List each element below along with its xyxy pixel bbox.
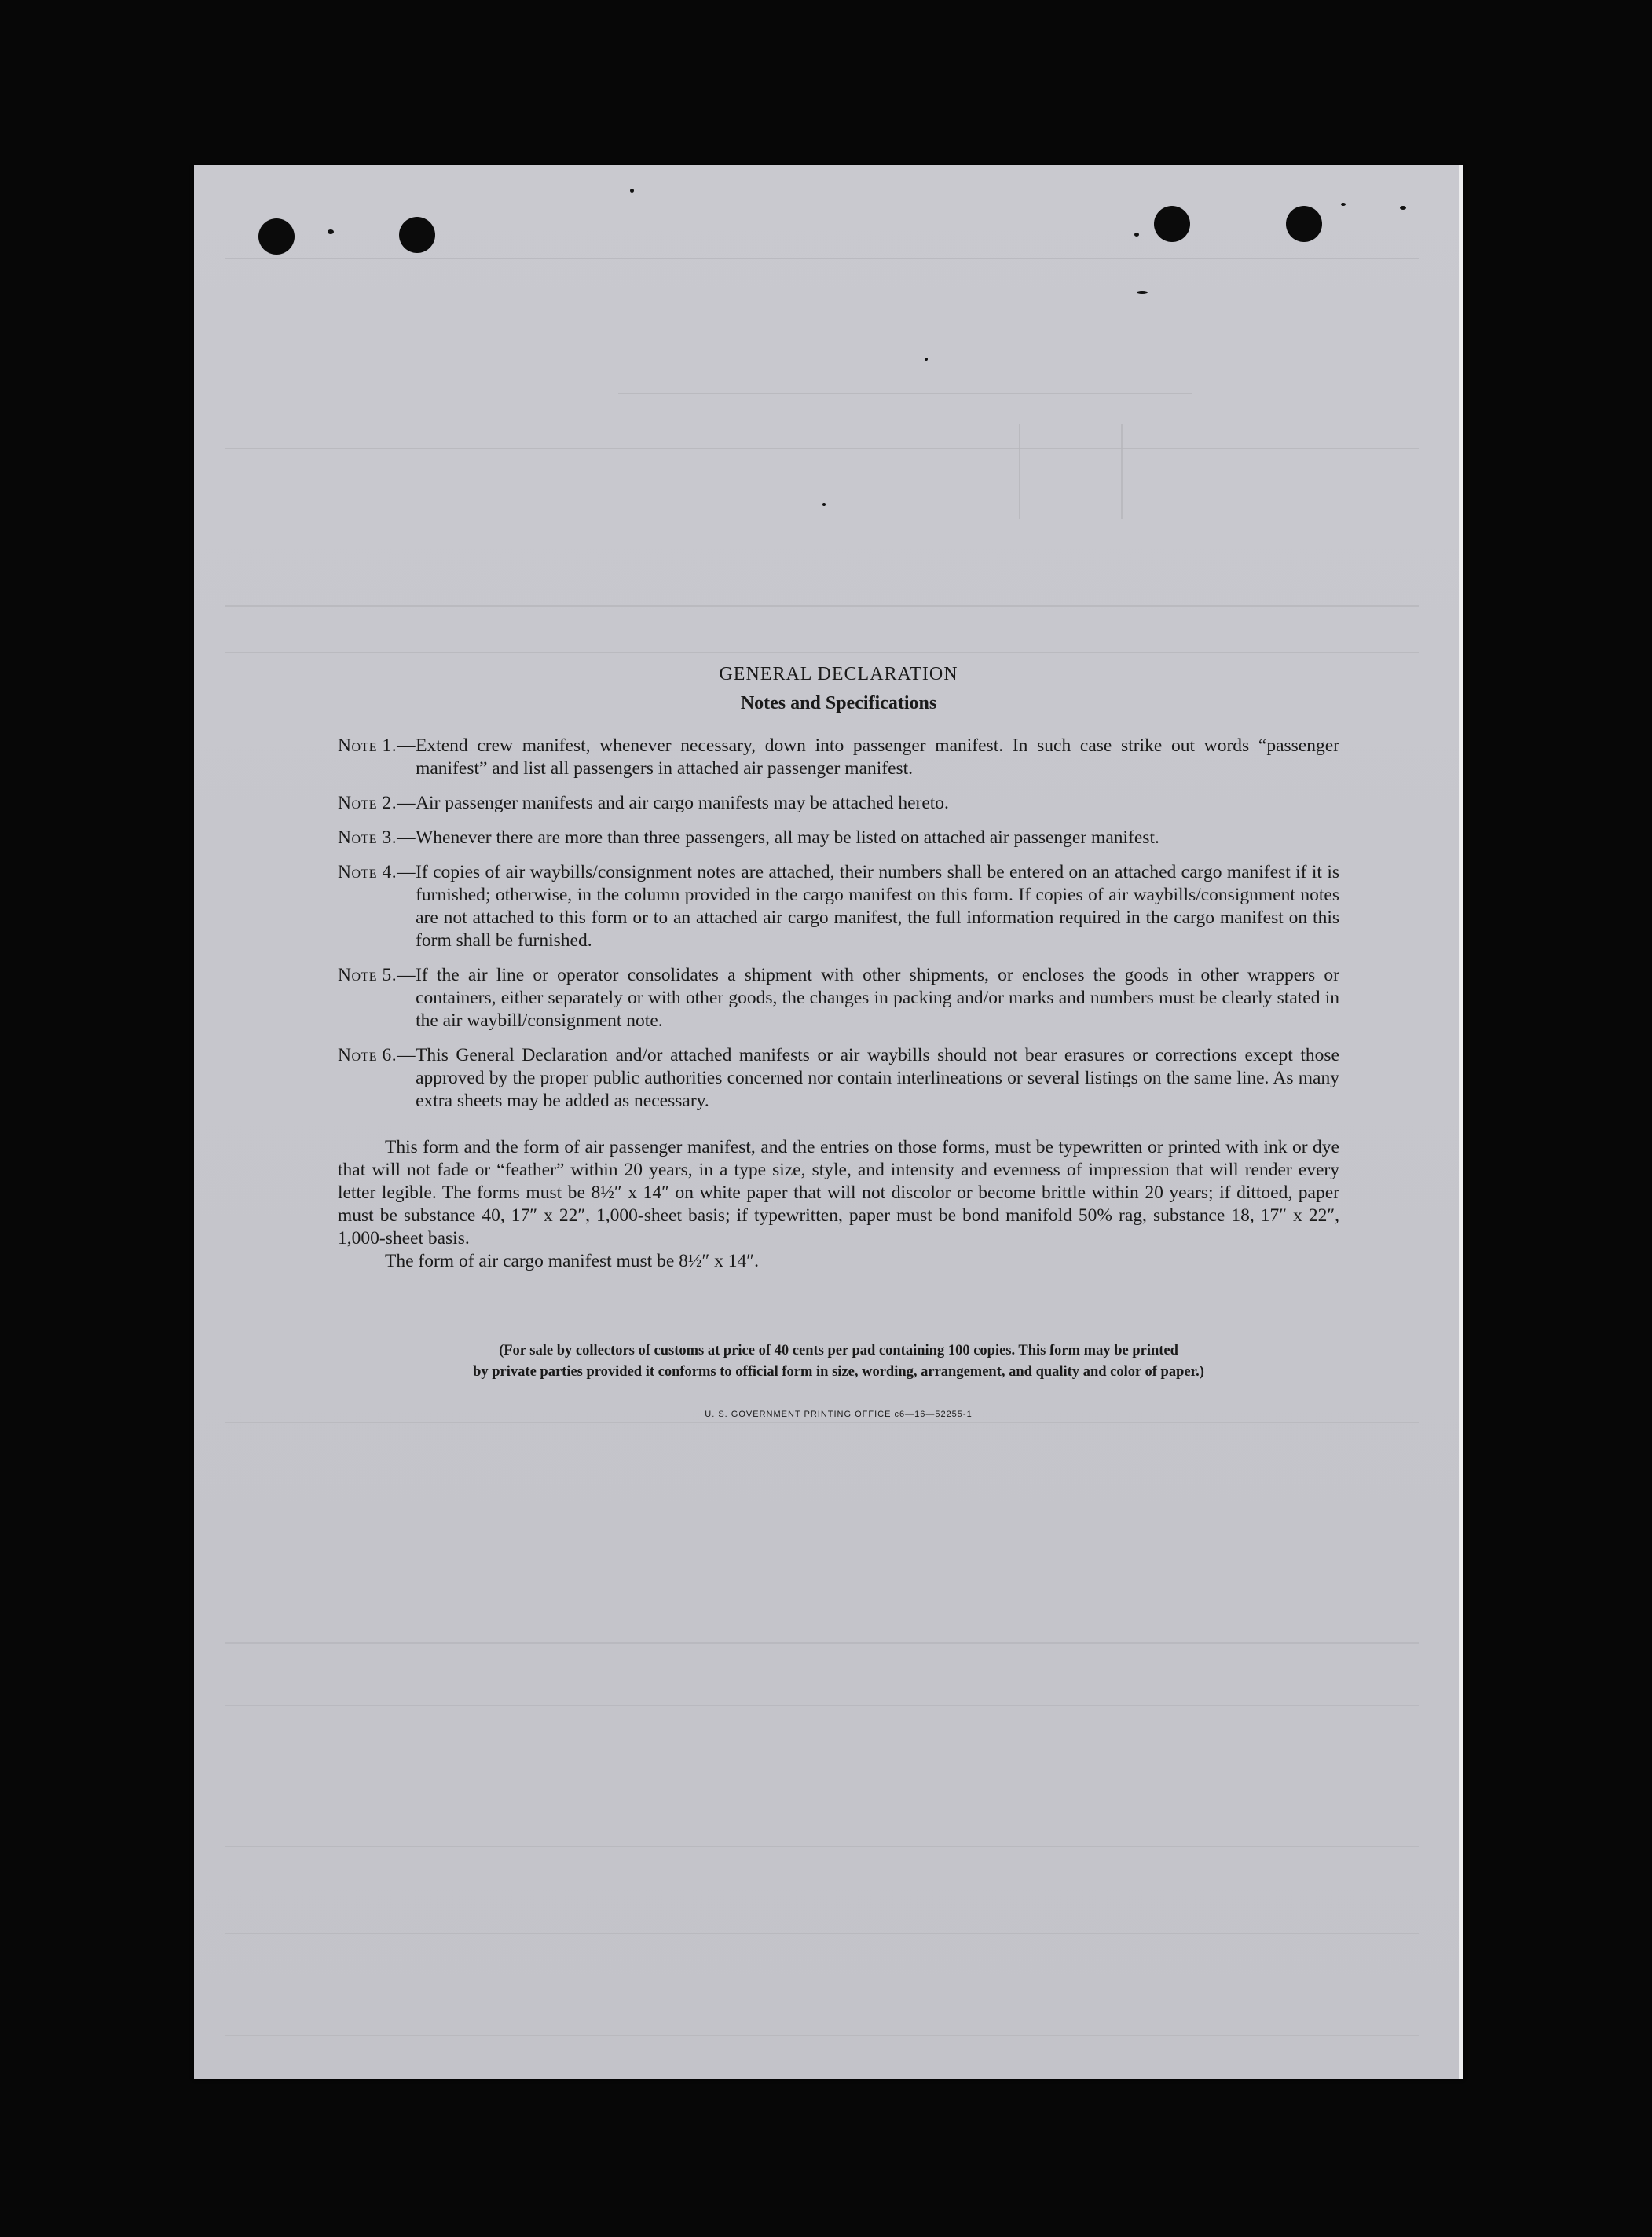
note-6 [338,1044,1339,1113]
note-2 [338,792,1339,815]
note-3 [338,827,1339,849]
punch-hole [399,217,435,253]
paper-specification-paragraph: This form and the form of air passenger manifest, and the entries on those forms, must be typewritten or printed with ink or dye that will not fade or “feather” within 20 years, in a type size, style, and intensity and evenness of impression that will render every letter legible. The forms must be 8½″ x 14″ on white paper that will not discolor or become brittle within 20 years; if dittoed, paper must be substance 40, 17″ x 22″, 1,000-sheet basis; if typewritten, paper must be bond manifold 50% rag, substance 18, 17″ x 22″, 1,000-sheet basis. [338,1137,1339,1249]
bleed-through-line [225,2035,1419,2036]
punch-hole [1154,206,1190,242]
note-label: Note 5.— [338,965,416,985]
ink-speck [1137,291,1148,294]
ink-speck [328,229,334,234]
note-label: Note 1.— [338,735,416,756]
notes-content [338,664,1339,1419]
ink-speck [1341,203,1346,206]
bleed-through-line [225,448,1419,449]
printer-imprint: U. S. GOVERNMENT PRINTING OFFICE c6—16—52255-1 [705,1410,973,1419]
bleed-through-line [618,393,1192,394]
document-sheet [194,165,1463,2079]
sale-notice-line: (For sale by collectors of customs at price of 40 cents per pad containing 100 copies. This form may be printed [499,1343,1178,1359]
note-text: If copies of air waybills/consignment notes are attached, their numbers shall be entered on an attached cargo manifest if it is furnished; otherwise, in the column provided in the cargo manifest on this form. If copies of air waybills/consignment notes are not attached to this form or to an attached air cargo manifest, the full information required in the cargo manifest on this form shall be furnished. [416,862,1339,951]
sale-notice [338,1340,1339,1383]
cargo-manifest-size-line: The form of air cargo manifest must be 8½″ x 14″. [385,1251,759,1271]
ink-speck [925,358,928,361]
sheet-edge [1459,165,1463,2079]
bleed-through-line [1019,424,1020,519]
note-text: Whenever there are more than three passengers, all may be listed on attached air passenger manifest. [416,827,1159,848]
ink-speck [822,503,826,506]
bleed-through-line [225,1422,1419,1423]
note-text: Air passenger manifests and air cargo manifests may be attached hereto. [416,793,949,813]
bleed-through-line [225,1846,1419,1847]
bleed-through-line [225,1705,1419,1706]
sale-notice-line: by private parties provided it conforms to official form in size, wording, arrangement, and quality and color of paper.) [473,1364,1204,1380]
ink-speck [1400,206,1406,210]
note-text: If the air line or operator consolidates a shipment with other shipments, or encloses the goods in other wrappers or containers, either separately or with other goods, the changes in packing and/or marks and numbers must be clearly stated in the air waybill/consignment note. [416,965,1339,1031]
bleed-through-line [225,605,1419,607]
ink-speck [1134,233,1139,237]
bleed-through-line [225,1933,1419,1934]
note-label: Note 6.— [338,1045,416,1065]
note-text: This General Declaration and/or attached manifests or air waybills should not bear erasures or corrections except those approved by the proper public authorities concerned nor contain interlineations or several listings on the same line. As many extra sheets may be added as necessary. [416,1045,1339,1111]
note-label: Note 2.— [338,793,416,813]
note-1 [338,735,1339,780]
punch-hole [258,218,295,255]
document-title: GENERAL DECLARATION [719,664,958,684]
note-4 [338,861,1339,952]
note-5 [338,964,1339,1032]
note-label: Note 4.— [338,862,416,882]
document-subtitle: Notes and Specifications [740,693,937,713]
bleed-through-line [1121,424,1123,519]
bleed-through-line [225,652,1419,653]
punch-hole [1286,206,1322,242]
note-text: Extend crew manifest, whenever necessary, down into passenger manifest. In such case strike out words “passenger manifest” and list all passengers in attached air passenger manifest. [416,735,1339,779]
ink-speck [630,189,634,193]
bleed-through-line [225,1642,1419,1644]
note-label: Note 3.— [338,827,416,848]
bleed-through-line [225,258,1419,259]
